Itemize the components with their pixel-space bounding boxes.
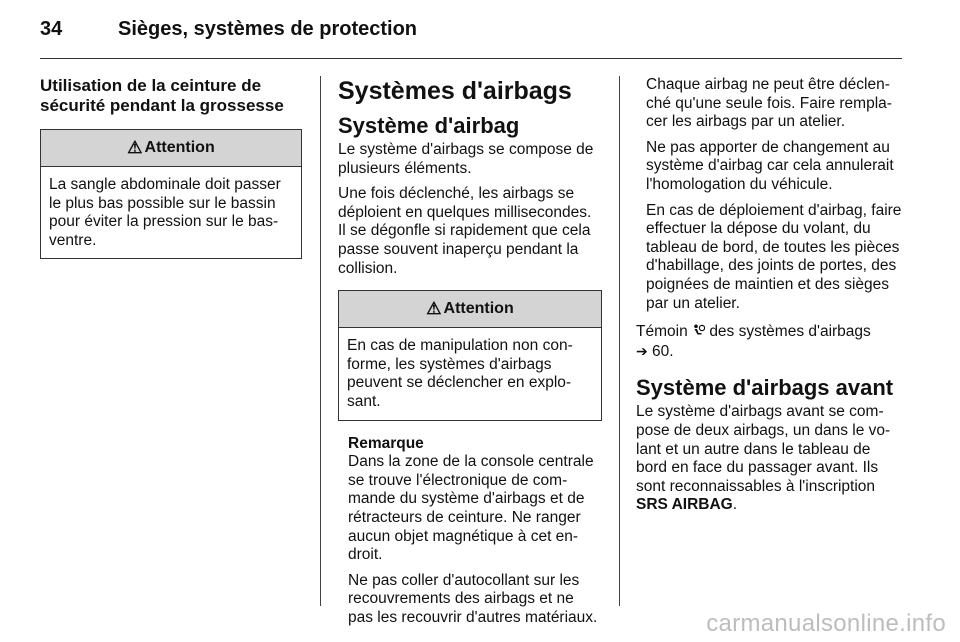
column-2 (338, 76, 602, 634)
paragraph: En cas de déploiement d'airbag, faire effectuer la dépose du volant, du tableau de bord, de toutes les pièces d'habillage, des joints de portes, des poignées de maintien et des sièges par un atelier. (646, 201, 902, 312)
warning-text: La sangle abdominale doit passer le plus bas possible sur le bassin pour éviter la pression sur le basventre. (49, 176, 281, 249)
chapter-title: Sièges, systèmes de protection (118, 18, 418, 40)
note-title: Remarque (348, 434, 424, 452)
reference-arrow-icon: ➔ (636, 342, 648, 359)
section-title-front-airbags: Système d'airbags avant (636, 375, 894, 401)
column-3 (636, 76, 902, 522)
note-paragraph: Ne pas coller d'autocollant sur les recouvrements des airbags et ne pas les recouvrir d'autres matériaux. (348, 571, 598, 626)
header-divider (40, 58, 902, 59)
subsection-title-airbag: Système d'airbag (338, 113, 520, 138)
page-link[interactable]: 60. (652, 342, 674, 360)
paragraph: Le système d'airbags se compose de plusieurs éléments. (338, 141, 594, 177)
paragraph: Chaque airbag ne peut être déclenché qu'une seule fois. Faire remplacer les airbags par un atelier. (646, 76, 892, 131)
warning-box-header (339, 291, 601, 328)
paragraph: Ne pas apporter de changement au système d'airbag car cela annulerait l'homologation du véhicule. (646, 138, 894, 193)
paragraph: Le système d'airbags avant se compose de deux airbags, un dans le volant et un autre dans le tableau de bord en face du passager avant. Ils sont reconnaissables à l'inscription SRS AIRBAG. (636, 403, 891, 514)
paragraph: Une fois déclenché, les airbags se déploient en quelques millisecondes. Il se dégonfle si rapidement que cela passe souvent inaperçu pendant la collision. (338, 185, 592, 277)
page-number: 34 (40, 18, 63, 40)
column-1 (40, 76, 302, 269)
column-divider-1 (320, 76, 321, 606)
warning-box-pregnancy (40, 129, 302, 259)
warning-triangle-icon: ⚠ (127, 138, 143, 157)
warning-title: Attention (144, 139, 215, 156)
pregnancy-belt-heading: Utilisation de la ceinture de sécurité pendant la grossesse (40, 76, 284, 115)
warning-triangle-icon: ⚠ (426, 299, 442, 319)
witness-reference: Témoin des systèmes d'airbags ➔ 60. (636, 323, 871, 360)
section-title-airbags: Systèmes d'airbags (338, 77, 572, 105)
page-header (40, 18, 902, 44)
warning-box-header (41, 130, 301, 167)
airbag-indicator-icon (692, 324, 705, 338)
srs-airbag-label: SRS AIRBAG (636, 496, 733, 514)
column-divider-2 (619, 76, 620, 606)
warning-title: Attention (443, 300, 514, 318)
warning-text: En cas de manipulation non conforme, les systèmes d'airbags peuvent se déclencher en explosant. (347, 337, 573, 410)
watermark: carmanualsonline.info (706, 610, 946, 637)
warning-box-manipulation (338, 290, 602, 420)
note-paragraph: Dans la zone de la console centrale se trouve l'électronique de commande du système d'airbags et de rétracteurs de ceinture. Ne ranger aucun objet magnétique à cet endroit. (348, 453, 594, 564)
